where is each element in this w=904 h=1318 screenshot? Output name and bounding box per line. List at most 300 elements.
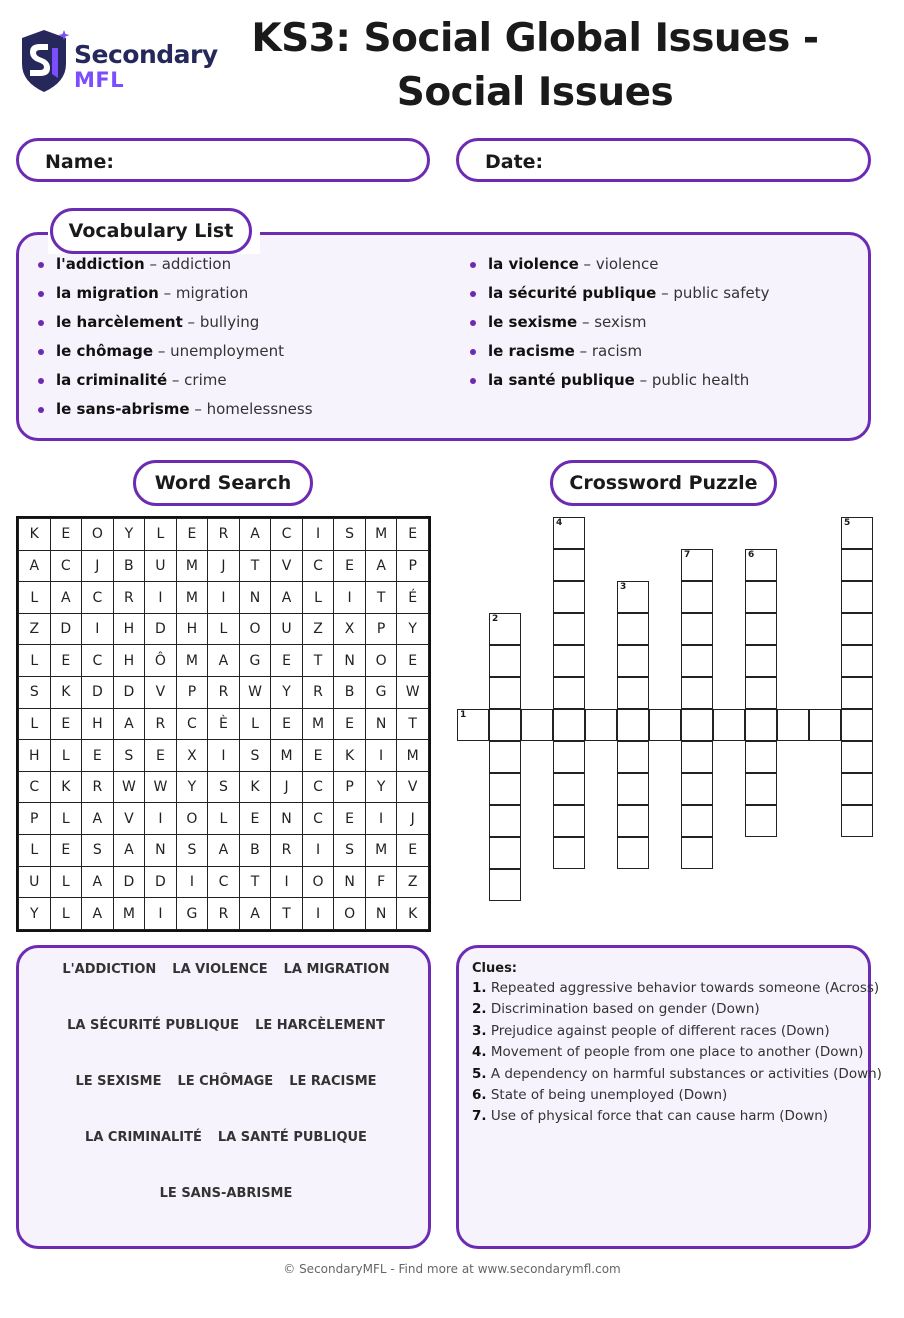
crossword-cell[interactable] — [841, 773, 873, 805]
date-field[interactable] — [456, 138, 871, 182]
logo-mark-icon — [18, 28, 70, 94]
word-search-cell[interactable]: I — [302, 898, 334, 930]
word-search-cell[interactable]: A — [208, 645, 240, 677]
clue-number: 4. — [472, 1044, 487, 1061]
word-search-cell[interactable]: M — [176, 550, 208, 582]
word-search-cell[interactable]: C — [208, 866, 240, 898]
vocab-french: la sécurité publique — [488, 284, 657, 302]
crossword-cell[interactable] — [553, 709, 585, 741]
crossword-cell[interactable] — [841, 613, 873, 645]
clue-number: 3. — [472, 1022, 487, 1039]
word-search-cell[interactable]: L — [208, 803, 240, 835]
name-field[interactable] — [16, 138, 430, 182]
word-bank-word: LE CHÔMAGE — [177, 1074, 274, 1089]
word-search-cell[interactable]: A — [113, 708, 145, 740]
word-search-cell[interactable]: I — [176, 866, 208, 898]
word-search-cell[interactable]: É — [397, 582, 429, 614]
word-search-cell[interactable]: A — [271, 582, 303, 614]
vocab-item: la sécurité publique – public safety — [470, 283, 860, 312]
word-search-cell[interactable]: L — [50, 866, 82, 898]
word-search-cell[interactable]: N — [365, 708, 397, 740]
word-search-cell[interactable]: I — [365, 803, 397, 835]
vocab-english: homelessness — [206, 400, 313, 418]
word-search-cell[interactable]: E — [50, 708, 82, 740]
vocab-english: racism — [591, 342, 643, 360]
word-search-heading: Word Search — [133, 460, 313, 506]
word-search-cell[interactable]: C — [302, 803, 334, 835]
crossword-cell[interactable] — [617, 773, 649, 805]
crossword-cell[interactable] — [553, 549, 585, 581]
word-search-cell[interactable]: M — [176, 645, 208, 677]
word-search-cell[interactable]: A — [113, 835, 145, 867]
word-search-cell[interactable]: L — [145, 519, 177, 551]
word-search-cell[interactable]: E — [334, 550, 366, 582]
word-search-cell[interactable]: I — [271, 866, 303, 898]
vocab-item: le chômage – unemployment — [38, 341, 438, 370]
clue-number: 1. — [472, 980, 487, 996]
word-search-cell[interactable]: J — [271, 771, 303, 803]
crossword-cell[interactable] — [809, 709, 841, 741]
word-search-cell[interactable]: T — [365, 582, 397, 614]
word-search-cell[interactable]: E — [145, 740, 177, 772]
word-search-cell[interactable]: L — [302, 582, 334, 614]
word-search-cell[interactable]: Z — [302, 613, 334, 645]
word-search-cell[interactable]: O — [176, 803, 208, 835]
crossword-cell[interactable] — [553, 837, 585, 869]
word-search-row — [19, 519, 429, 551]
word-search-cell[interactable]: M — [302, 708, 334, 740]
word-search-cell[interactable]: I — [334, 582, 366, 614]
crossword-cell[interactable] — [745, 613, 777, 645]
word-search-cell[interactable]: R — [208, 519, 240, 551]
word-search-cell[interactable]: R — [208, 677, 240, 709]
word-search-cell[interactable]: R — [208, 898, 240, 930]
word-search-cell[interactable]: N — [271, 803, 303, 835]
word-bank-word: LE HARCÈLEMENT — [255, 1018, 385, 1033]
crossword-cell[interactable] — [777, 709, 809, 741]
word-search-cell[interactable]: O — [334, 898, 366, 930]
word-search-cell[interactable]: P — [365, 613, 397, 645]
clue-item — [472, 1106, 867, 1127]
crossword-cell[interactable] — [681, 805, 713, 837]
word-search-cell[interactable]: L — [19, 582, 51, 614]
word-search-cell[interactable]: X — [334, 613, 366, 645]
crossword-cell[interactable] — [841, 709, 873, 741]
word-search-cell[interactable]: O — [82, 519, 114, 551]
word-search-cell[interactable]: R — [82, 771, 114, 803]
crossword-cell[interactable] — [681, 677, 713, 709]
clue-number: 5. — [472, 1065, 487, 1082]
crossword-cell[interactable] — [489, 837, 521, 869]
word-search-cell[interactable]: W — [397, 677, 429, 709]
word-search-cell[interactable]: D — [113, 677, 145, 709]
word-search-cell[interactable]: Z — [19, 613, 51, 645]
word-search-cell[interactable]: C — [19, 771, 51, 803]
clue-text: Repeated aggressive behavior towards someone (Across) — [490, 980, 880, 996]
word-search-cell[interactable]: S — [334, 519, 366, 551]
word-search-cell[interactable]: S — [82, 835, 114, 867]
word-search-cell[interactable]: S — [176, 835, 208, 867]
word-search-cell[interactable]: A — [82, 898, 114, 930]
word-search-cell[interactable]: È — [208, 708, 240, 740]
crossword-cell[interactable] — [745, 773, 777, 805]
vocab-french: le racisme — [488, 342, 575, 360]
word-search-cell[interactable]: K — [334, 740, 366, 772]
vocab-english: unemployment — [170, 342, 284, 360]
crossword-cell[interactable] — [489, 645, 521, 677]
word-search-cell[interactable]: E — [334, 708, 366, 740]
word-search-cell[interactable]: C — [50, 550, 82, 582]
word-search-cell[interactable]: S — [334, 835, 366, 867]
word-search-cell[interactable]: I — [82, 613, 114, 645]
word-search-cell[interactable]: A — [82, 803, 114, 835]
crossword-clue-number: 1 — [460, 710, 467, 720]
crossword-cell[interactable] — [553, 773, 585, 805]
word-search-cell[interactable]: A — [239, 898, 271, 930]
crossword-cell[interactable] — [681, 709, 713, 741]
crossword-cell[interactable] — [489, 613, 521, 645]
word-bank-word: LA MIGRATION — [283, 962, 390, 977]
word-search-cell[interactable]: R — [302, 677, 334, 709]
crossword-cell[interactable] — [745, 645, 777, 677]
word-search-cell[interactable]: O — [302, 866, 334, 898]
word-search-cell[interactable]: M — [113, 898, 145, 930]
word-search-cell[interactable]: C — [302, 550, 334, 582]
crossword-cell[interactable] — [489, 709, 521, 741]
crossword-cell[interactable] — [713, 709, 745, 741]
brand-logo — [18, 28, 218, 94]
word-search-cell[interactable]: E — [50, 519, 82, 551]
vocab-english: crime — [184, 371, 227, 389]
crossword-cell[interactable] — [553, 517, 585, 549]
word-bank-word: LA SANTÉ PUBLIQUE — [217, 1130, 367, 1145]
word-search-cell[interactable]: O — [365, 645, 397, 677]
word-search-cell[interactable]: N — [334, 645, 366, 677]
crossword-cell[interactable] — [681, 773, 713, 805]
word-search-cell[interactable]: I — [208, 740, 240, 772]
crossword-cell[interactable] — [745, 677, 777, 709]
word-search-cell[interactable]: Y — [176, 771, 208, 803]
vocab-item: la criminalité – crime — [38, 370, 438, 399]
word-search-cell[interactable]: E — [176, 519, 208, 551]
clue-text: Movement of people from one place to another (Down) — [490, 1044, 864, 1061]
word-search-cell[interactable]: G — [176, 898, 208, 930]
word-search-cell[interactable]: G — [365, 677, 397, 709]
word-search-cell[interactable]: T — [271, 898, 303, 930]
word-search-cell[interactable]: M — [365, 519, 397, 551]
crossword-cell[interactable] — [553, 805, 585, 837]
word-search-cell[interactable]: E — [397, 519, 429, 551]
crossword-cell[interactable] — [681, 645, 713, 677]
clue-list — [472, 978, 882, 1128]
vocab-item: la violence – violence — [470, 254, 860, 283]
word-search-cell[interactable]: N — [239, 582, 271, 614]
word-search-cell[interactable]: A — [50, 582, 82, 614]
word-search-cell[interactable]: I — [302, 835, 334, 867]
vocab-english: public safety — [673, 284, 770, 302]
word-search-cell[interactable]: C — [176, 708, 208, 740]
word-search-cell[interactable]: E — [302, 740, 334, 772]
word-search-cell[interactable]: D — [82, 677, 114, 709]
word-search-cell[interactable]: S — [113, 740, 145, 772]
vocab-french: la criminalité — [56, 371, 168, 389]
word-search-cell[interactable]: E — [239, 803, 271, 835]
word-search-cell[interactable]: A — [82, 866, 114, 898]
crossword-cell[interactable] — [681, 549, 713, 581]
footer: © SecondaryMFL - Find more at www.secondarymfl.com — [283, 1262, 621, 1276]
crossword-cell[interactable] — [457, 709, 489, 741]
word-search-grid — [16, 516, 431, 932]
crossword-cell[interactable] — [649, 709, 681, 741]
word-search-cell[interactable]: I — [365, 740, 397, 772]
crossword-cell[interactable] — [489, 741, 521, 773]
word-search-cell[interactable]: L — [208, 613, 240, 645]
word-search-cell[interactable]: J — [208, 550, 240, 582]
word-search-cell[interactable]: L — [239, 708, 271, 740]
word-search-cell[interactable]: S — [208, 771, 240, 803]
brand-name-line2: MFL — [74, 68, 125, 92]
word-search-row — [19, 898, 429, 930]
vocab-item: la migration – migration — [38, 283, 438, 312]
word-search-cell[interactable]: H — [82, 708, 114, 740]
word-search-cell[interactable]: J — [82, 550, 114, 582]
word-search-cell[interactable]: Y — [397, 613, 429, 645]
crossword-cell[interactable] — [617, 709, 649, 741]
word-search-cell[interactable]: E — [397, 645, 429, 677]
word-search-cell[interactable]: T — [302, 645, 334, 677]
crossword-cell[interactable] — [745, 581, 777, 613]
word-search-cell[interactable]: B — [239, 835, 271, 867]
word-search-cell[interactable]: K — [50, 677, 82, 709]
word-search-cell[interactable]: I — [145, 582, 177, 614]
word-search-cell[interactable]: C — [302, 771, 334, 803]
word-search-cell[interactable]: X — [176, 740, 208, 772]
word-search-cell[interactable]: H — [176, 613, 208, 645]
word-search-cell[interactable]: K — [50, 771, 82, 803]
word-search-row — [19, 582, 429, 614]
vocab-french: la santé publique — [488, 371, 635, 389]
word-search-cell[interactable]: W — [145, 771, 177, 803]
word-bank-row — [19, 1074, 433, 1089]
word-search-cell[interactable]: T — [239, 866, 271, 898]
word-search-cell[interactable]: U — [271, 613, 303, 645]
word-search-cell[interactable]: Ô — [145, 645, 177, 677]
word-search-cell[interactable]: Y — [271, 677, 303, 709]
word-search-cell[interactable]: E — [271, 645, 303, 677]
crossword-cell[interactable] — [617, 581, 649, 613]
word-search-row — [19, 550, 429, 582]
word-search-cell[interactable]: E — [397, 835, 429, 867]
word-search-cell[interactable]: V — [113, 803, 145, 835]
word-search-row — [19, 740, 429, 772]
word-search-cell[interactable]: B — [113, 550, 145, 582]
word-search-cell[interactable]: D — [145, 613, 177, 645]
word-search-cell[interactable]: K — [239, 771, 271, 803]
crossword-cell[interactable] — [841, 581, 873, 613]
word-search-cell[interactable]: W — [239, 677, 271, 709]
crossword-cell[interactable] — [617, 677, 649, 709]
clue-text: Use of physical force that can cause harm (Down) — [490, 1108, 829, 1125]
word-search-cell[interactable]: U — [145, 550, 177, 582]
word-search-cell[interactable]: P — [176, 677, 208, 709]
word-search-cell[interactable]: I — [208, 582, 240, 614]
vocab-item: le harcèlement – bullying — [38, 312, 438, 341]
crossword-cell[interactable] — [553, 645, 585, 677]
word-search-cell[interactable]: W — [113, 771, 145, 803]
crossword-cell[interactable] — [681, 581, 713, 613]
word-bank-word: LA CRIMINALITÉ — [85, 1130, 202, 1145]
crossword-cell[interactable] — [841, 677, 873, 709]
crossword-cell[interactable] — [745, 741, 777, 773]
word-search-cell[interactable]: H — [113, 645, 145, 677]
word-search-cell[interactable]: K — [19, 519, 51, 551]
word-search-cell[interactable]: H — [113, 613, 145, 645]
word-search-cell[interactable]: V — [271, 550, 303, 582]
word-search-cell[interactable]: M — [365, 835, 397, 867]
word-search-cell[interactable]: D — [113, 866, 145, 898]
word-search-cell[interactable]: E — [50, 835, 82, 867]
crossword-cell[interactable] — [553, 581, 585, 613]
word-search-cell[interactable]: A — [19, 550, 51, 582]
clue-number: 6. — [472, 1086, 487, 1103]
word-search-cell[interactable]: V — [145, 677, 177, 709]
crossword-cell[interactable] — [617, 837, 649, 869]
word-search-cell[interactable]: M — [176, 582, 208, 614]
crossword-cell[interactable] — [745, 805, 777, 837]
word-search-cell[interactable]: L — [50, 898, 82, 930]
crossword-cell[interactable] — [841, 549, 873, 581]
word-search-cell[interactable]: C — [271, 519, 303, 551]
crossword-cell[interactable] — [489, 869, 521, 901]
word-search-cell[interactable]: N — [334, 866, 366, 898]
crossword-cell[interactable] — [617, 805, 649, 837]
word-search-cell[interactable]: E — [82, 740, 114, 772]
word-bank-row — [19, 1018, 433, 1033]
brand-name-line1: Secondary — [74, 40, 218, 69]
word-search-cell[interactable]: J — [397, 803, 429, 835]
crossword-cell[interactable] — [585, 709, 617, 741]
word-search-cell[interactable]: T — [397, 708, 429, 740]
crossword-cell[interactable] — [841, 517, 873, 549]
word-search-cell[interactable]: T — [239, 550, 271, 582]
crossword-clue-number: 2 — [492, 614, 499, 624]
crossword-cell[interactable] — [553, 741, 585, 773]
word-search-row — [19, 803, 429, 835]
crossword-cell[interactable] — [617, 741, 649, 773]
word-search-cell[interactable]: L — [19, 708, 51, 740]
crossword-cell[interactable] — [521, 709, 553, 741]
word-bank-row — [19, 962, 433, 977]
word-search-cell[interactable]: L — [19, 835, 51, 867]
word-bank-word: LE SANS-ABRISME — [159, 1186, 293, 1201]
word-search-cell[interactable]: N — [145, 835, 177, 867]
word-search-cell[interactable]: R — [145, 708, 177, 740]
word-search-cell[interactable]: E — [50, 645, 82, 677]
word-search-cell[interactable]: N — [365, 898, 397, 930]
vocab-english: sexism — [594, 313, 647, 331]
crossword-cell[interactable] — [681, 613, 713, 645]
crossword-cell[interactable] — [617, 613, 649, 645]
vocab-french: l'addiction — [56, 255, 145, 273]
vocab-item: le sexisme – sexism — [470, 312, 860, 341]
crossword-cell[interactable] — [841, 741, 873, 773]
crossword-cell[interactable] — [489, 677, 521, 709]
word-search-cell[interactable]: A — [208, 835, 240, 867]
word-search-cell[interactable]: G — [239, 645, 271, 677]
word-search-cell[interactable]: S — [239, 740, 271, 772]
word-search-cell[interactable]: P — [19, 803, 51, 835]
word-search-cell[interactable]: I — [145, 898, 177, 930]
word-search-cell[interactable]: Y — [19, 898, 51, 930]
word-search-cell[interactable]: B — [334, 677, 366, 709]
clue-text: State of being unemployed (Down) — [490, 1086, 728, 1103]
crossword-cell[interactable] — [681, 837, 713, 869]
crossword-cell[interactable] — [489, 773, 521, 805]
word-search-cell[interactable]: U — [19, 866, 51, 898]
word-search-cell[interactable]: R — [271, 835, 303, 867]
word-search-cell[interactable]: P — [334, 771, 366, 803]
word-search-cell[interactable]: A — [239, 519, 271, 551]
word-search-cell[interactable]: D — [145, 866, 177, 898]
crossword-cell[interactable] — [745, 709, 777, 741]
word-search-cell[interactable]: E — [334, 803, 366, 835]
word-search-cell[interactable]: L — [19, 645, 51, 677]
crossword-cell[interactable] — [841, 645, 873, 677]
word-search-cell[interactable]: C — [82, 645, 114, 677]
word-search-cell[interactable]: K — [397, 898, 429, 930]
vocab-french: la violence — [488, 255, 579, 273]
clue-item — [472, 1085, 867, 1106]
word-search-cell[interactable]: I — [145, 803, 177, 835]
word-search-cell[interactable]: H — [19, 740, 51, 772]
crossword-cell[interactable] — [745, 549, 777, 581]
vocab-english: addiction — [161, 255, 232, 273]
word-search-cell[interactable]: Z — [397, 866, 429, 898]
word-search-cell[interactable]: A — [365, 550, 397, 582]
word-bank-word: LE RACISME — [289, 1074, 377, 1089]
word-search-cell[interactable]: Y — [113, 519, 145, 551]
word-search-cell[interactable]: D — [50, 613, 82, 645]
crossword-cell[interactable] — [553, 677, 585, 709]
crossword-cell[interactable] — [681, 741, 713, 773]
word-search-cell[interactable]: P — [397, 550, 429, 582]
word-search-cell[interactable]: O — [239, 613, 271, 645]
word-search-cell[interactable]: S — [19, 677, 51, 709]
date-label: Date: — [485, 151, 544, 173]
word-search-cell[interactable]: Y — [365, 771, 397, 803]
word-search-row — [19, 835, 429, 867]
crossword-cell[interactable] — [489, 805, 521, 837]
word-search-cell[interactable]: M — [271, 740, 303, 772]
word-search-cell[interactable]: E — [271, 708, 303, 740]
vocab-french: le harcèlement — [56, 313, 183, 331]
vocab-french: le sexisme — [488, 313, 578, 331]
word-search-cell[interactable]: M — [397, 740, 429, 772]
word-search-cell[interactable]: C — [82, 582, 114, 614]
word-search-cell[interactable]: L — [50, 740, 82, 772]
word-search-cell[interactable]: R — [113, 582, 145, 614]
word-search-cell[interactable]: V — [397, 771, 429, 803]
word-search-cell[interactable]: F — [365, 866, 397, 898]
clue-item — [472, 1042, 867, 1063]
word-search-cell[interactable]: L — [50, 803, 82, 835]
clue-text: Prejudice against people of different races (Down) — [490, 1022, 830, 1039]
crossword-cell[interactable] — [553, 613, 585, 645]
crossword-cell[interactable] — [841, 805, 873, 837]
crossword-cell[interactable] — [617, 645, 649, 677]
word-search-cell[interactable]: I — [302, 519, 334, 551]
word-bank-word: LA SÉCURITÉ PUBLIQUE — [67, 1018, 240, 1033]
